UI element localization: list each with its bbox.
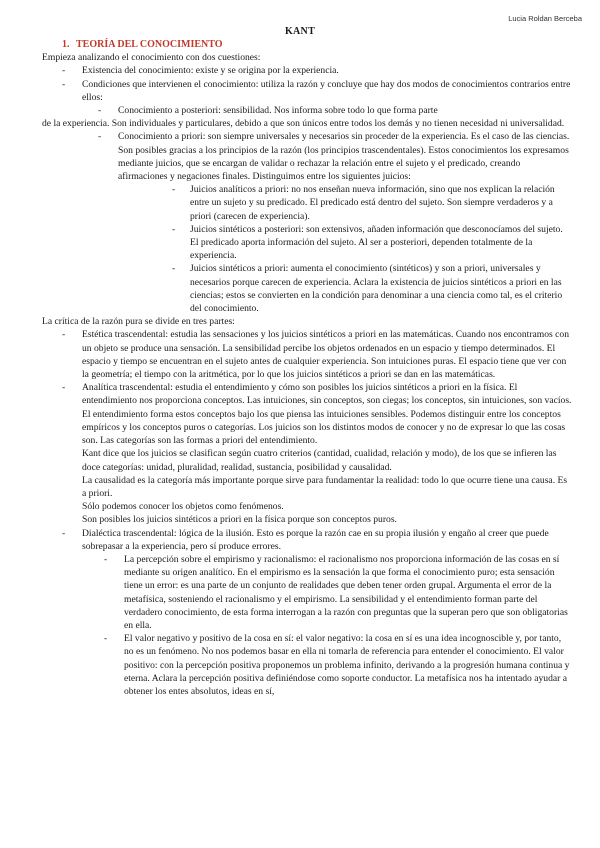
list-item-estetica: - Estética trascendental: estudia las sensaciones y los juicios sintéticos a priori en las matemáticas. Cuando nos encontramos con un objeto se produce una sensación. La sensibilidad percibe los objetos ordenados en un espacio y tiempo determinados. El espacio y tiempo se encuentran en el sujeto antes de cualquier experiencia. Son intuiciones puras. El espacio tiene que ver con la geometría; el tiempo con la aritmética, por lo que los juicios sintéticos a priori se dan en las matemáticas. [42, 328, 572, 381]
author-name: Lucia Roldan Berceba [508, 14, 582, 23]
page-title: KANT [284, 26, 316, 37]
document-body [42, 38, 572, 698]
list-item-juicio-sintetico-priori: - Juicios sintéticos a priori: aumenta el conocimiento (sintéticos) y son a priori, universales y necesarios porque carecen de experiencia. Aclara la existencia de juicios sintéticos a priori en las ciencias; estos se convierten en la condición para denominar a una ciencia como tal, es el criterio del conocimiento. [42, 262, 572, 315]
section-number: 1. [62, 39, 70, 50]
list-item-analitica: - Analítica trascendental: estudia el entendimiento y cómo son posibles los juicios sintéticos a priori en la física. El entendimiento nos proporciona conceptos. Las intuiciones, sin conceptos, son ciegas; los conceptos, sin intuiciones, son vacíos. El entendimiento forma estos conceptos bajo los que piensa las intuiciones sensibles. Podemos distinguir entre los conceptos empíricos y los conceptos puros o categorías. Los juicios son los distintos modos de conocer y no de expresar lo que las cosas son. Las categorías son las formas a priori del entendimiento. [42, 381, 572, 447]
analitica-paragraph: Sólo podemos conocer los objetos como fenómenos. [82, 501, 284, 513]
section-heading [62, 38, 572, 51]
list-item-empirismo: - La percepción sobre el empirismo y racionalismo: el racionalismo nos proporciona información de las cosas en sí mediante su origen analítico. En el empirismo es la sensación la que forma el conocimiento puro; esta sensación tiene un error: es una parte de un conjunto de realidades que deben tener orden grupal. Argumenta el error de la metafísica, sosteniendo el racionalismo y el empirismo. La sensibilidad y el entendimiento forman parte del verdadero conocimiento, de esta forma interrogan a la razón con preguntas que la superan pero que son obligatorias en ella. [42, 553, 572, 632]
list-item-apriori: - Conocimiento a priori: son siempre universales y necesarios sin proceder de la experiencia. Es el caso de las ciencias. Son posibles gracias a los principios de la razón (los principios trascendentales). Estos conocimientos los expresamos mediante juicios, que se encargan de validar o rechazar la relación entre el sujeto y el predicado, creando afirmaciones y negaciones finales. Distinguimos entre los siguientes juicios: [42, 130, 572, 183]
critica-intro: La crítica de la razón pura se divide en tres partes: [42, 316, 235, 328]
list-item-existencia: - Existencia del conocimiento: existe y se origina por la experiencia. [42, 64, 572, 77]
section-title: TEORÍA DEL CONOCIMIENTO [76, 39, 223, 50]
list-item-aposteriori: - Conocimiento a posteriori: sensibilidad. Nos informa sobre todo lo que forma parte [42, 104, 572, 117]
list-item-juicio-sintetico-posteriori: - Juicios sintéticos a posteriori: son extensivos, añaden información que desconocíamos del sujeto. El predicado aporta información del sujeto. Al ser a posteriori, dependen totalmente de la experiencia. [42, 223, 572, 263]
list-item-cosa-en-si: - El valor negativo y positivo de la cosa en sí: el valor negativo: la cosa en sí es una idea incognoscible y, por tanto, no es un fenómeno. No nos podemos basar en ella ni tomarla de referencia para entender el conocimiento. El valor positivo: con la percepción positiva proponemos un problema infinito, derivando a la progresión humana continua y eterna. Aclara la percepción positiva definiéndose como soporte conductor. La metafísica nos ha intentado ayudar a obtener los entes absolutos, ideas en sí, [42, 632, 572, 698]
list-item-condiciones: - Condiciones que intervienen el conocimiento: utiliza la razón y concluye que hay dos modos de conocimientos contrarios entre ellos: [42, 78, 572, 104]
aposteriori-continuation: de la experiencia. Son individuales y particulares, debido a que son únicos entre todos los demás y no tienen necesidad ni universalidad. [42, 118, 565, 130]
analitica-paragraph: La causalidad es la categoría más importante porque sirve para fundamentar la realidad: todo lo que ocurre tiene una causa. Es a priori. [82, 474, 568, 499]
analitica-paragraph: Kant dice que los juicios se clasifican según cuatro criterios (cantidad, cualidad, relación y modo), de los que se infieren las doce categorías: unidad, pluralidad, realidad, sustancia, posibilidad y causalidad. [82, 448, 557, 473]
intro-paragraph: Empieza analizando el conocimiento con dos cuestiones: [42, 52, 261, 64]
analitica-paragraph: Son posibles los juicios sintéticos a priori en la física porque son conceptos puros. [82, 514, 397, 526]
list-item-dialectica: - Dialéctica trascendental: lógica de la ilusión. Esto es porque la razón cae en su propia ilusión y engaño al creer que puede sobrepasar a la experiencia, pero sí produce errores. [42, 527, 572, 553]
list-item-juicio-analitico: - Juicios analíticos a priori: no nos enseñan nueva información, sino que nos explican la relación entre un sujeto y su predicado. El predicado está dentro del sujeto. Son siempre verdaderos y a priori (carecen de experiencia). [42, 183, 572, 223]
